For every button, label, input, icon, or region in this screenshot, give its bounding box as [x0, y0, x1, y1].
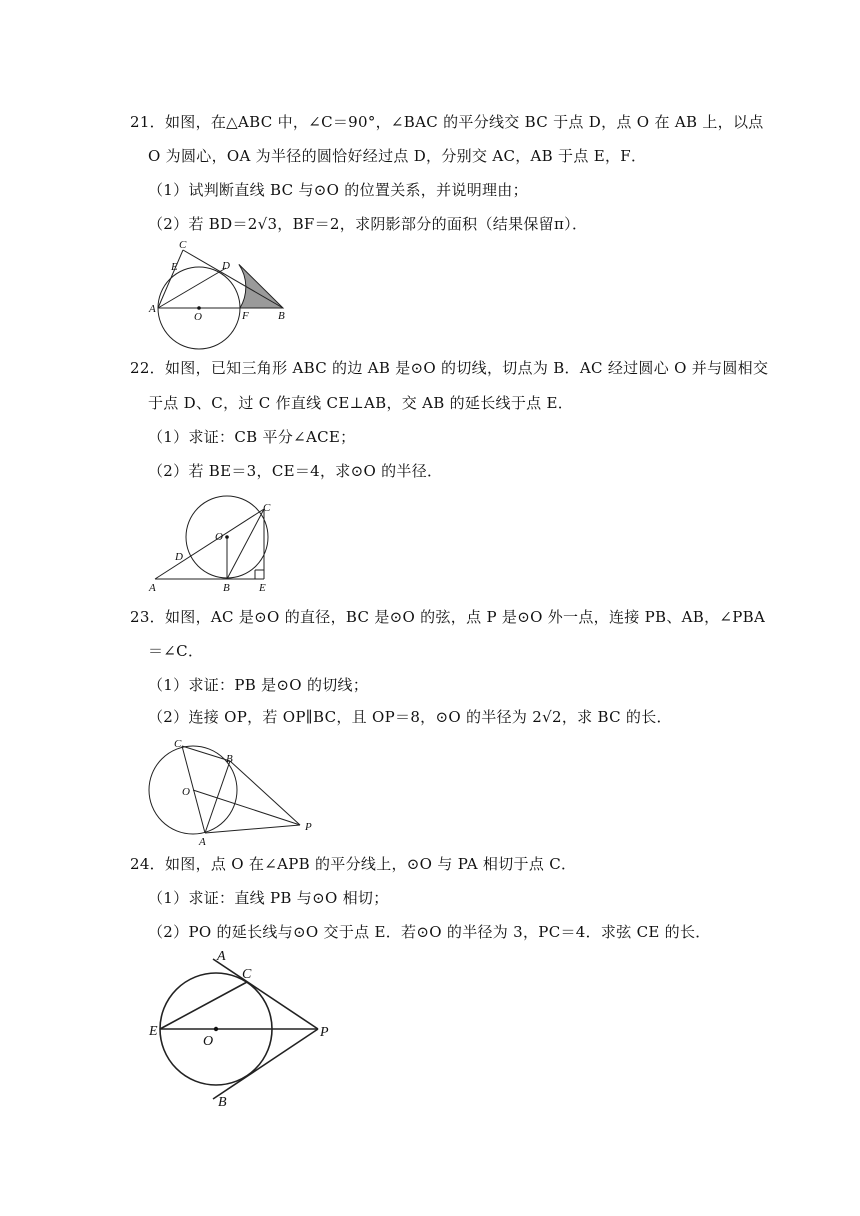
- segment-op: [193, 790, 300, 825]
- label-p: P: [305, 821, 312, 833]
- segment-ba: [205, 761, 230, 833]
- label-b: B: [278, 310, 285, 322]
- label-o: O: [215, 531, 223, 543]
- segment-bp: [230, 761, 300, 825]
- q21-line1: 21．如图，在△ABC 中，∠C＝90°，∠BAC 的平分线交 BC 于点 D，点 O 在 AB 上，以点: [130, 113, 764, 131]
- q21-part2: （2）若 BD＝2√3，BF＝2，求阴影部分的面积（结果保留π）．: [148, 215, 588, 233]
- q22-part1: （1）求证：CB 平分∠ACE；: [148, 428, 356, 446]
- segment-ap: [205, 825, 300, 833]
- q22-line2: 于点 D、C，过 C 作直线 CE⊥AB，交 AB 的延长线于点 E．: [148, 394, 574, 412]
- q22-part2: （2）若 BE＝3，CE＝4，求⊙O 的半径．: [148, 462, 443, 480]
- q23-part2: （2）连接 OP，若 OP∥BC，且 OP＝8，⊙O 的半径为 2√2，求 BC 的长．: [148, 708, 672, 726]
- label-d: D: [175, 551, 183, 563]
- q24-line1: 24．如图，点 O 在∠APB 的平分线上，⊙O 与 PA 相切于点 C．: [130, 855, 577, 873]
- q24-part1: （1）求证：直线 PB 与⊙O 相切；: [148, 889, 389, 907]
- label-c: C: [174, 738, 182, 750]
- label-e: E: [259, 582, 266, 594]
- label-b: B: [218, 1095, 227, 1110]
- segment-ad: [158, 268, 226, 308]
- label-c: C: [242, 967, 252, 982]
- label-c: C: [179, 240, 187, 251]
- q21-line2: O 为圆心，OA 为半径的圆恰好经过点 D，分别交 AC，AB 于点 E，F．: [148, 147, 647, 165]
- label-b: B: [226, 753, 233, 765]
- label-f: F: [242, 310, 249, 322]
- segment-cb: [183, 250, 283, 308]
- label-a: A: [217, 949, 226, 964]
- label-e: E: [171, 261, 178, 273]
- label-e: E: [149, 1024, 158, 1039]
- segment-ac: [155, 509, 264, 579]
- q23-line2: ＝∠C．: [148, 642, 204, 660]
- q22-line1: 22．如图，已知三角形 ABC 的边 AB 是⊙O 的切线，切点为 B．AC 经过圆心 O 并与圆相交: [130, 359, 769, 377]
- center-dot: [225, 535, 229, 539]
- label-d: D: [222, 260, 230, 272]
- label-o: O: [203, 1034, 214, 1049]
- label-o: O: [194, 311, 202, 323]
- label-a: A: [199, 836, 206, 847]
- label-o: O: [182, 786, 190, 798]
- segment-cb: [227, 509, 264, 579]
- ray-pb: [213, 1029, 318, 1099]
- q24-figure: [145, 946, 345, 1114]
- q22-figure: [145, 495, 280, 600]
- label-a: A: [149, 582, 156, 594]
- center-dot: [197, 306, 201, 310]
- q23-part1: （1）求证：PB 是⊙O 的切线；: [148, 676, 369, 694]
- q23-figure: [146, 735, 321, 847]
- center-dot: [214, 1027, 218, 1031]
- ray-pa: [213, 959, 318, 1029]
- segment-ac: [158, 250, 183, 308]
- q21-figure: [146, 240, 296, 350]
- chord-ce: [160, 982, 247, 1029]
- q23-line1: 23．如图，AC 是⊙O 的直径，BC 是⊙O 的弦，点 P 是⊙O 外一点，连接 PB、AB，∠PBA: [130, 608, 766, 626]
- label-a: A: [149, 303, 156, 315]
- q21-part1: （1）试判断直线 BC 与⊙O 的位置关系，并说明理由；: [148, 181, 528, 199]
- label-b: B: [223, 582, 230, 594]
- q24-part2: （2）PO 的延长线与⊙O 交于点 E．若⊙O 的半径为 3，PC＝4．求弦 CE 的长．: [148, 923, 711, 941]
- label-c: C: [263, 502, 271, 514]
- label-p: P: [320, 1025, 329, 1040]
